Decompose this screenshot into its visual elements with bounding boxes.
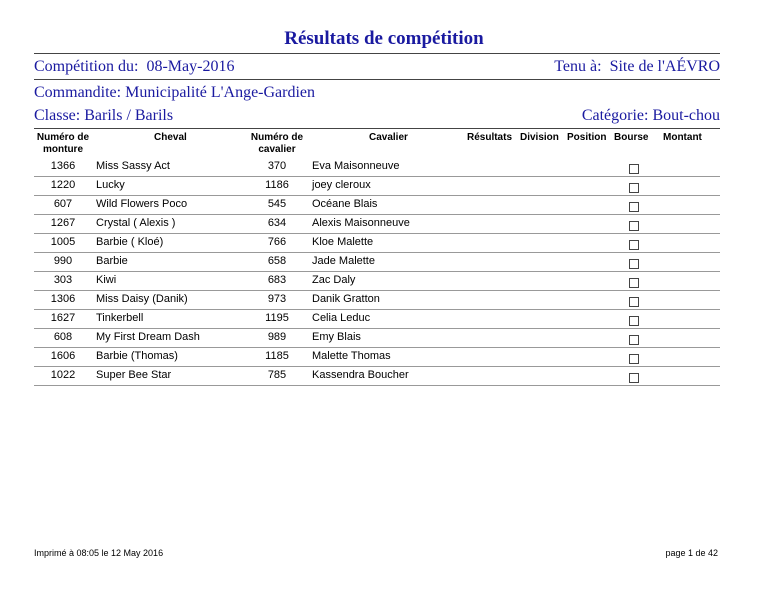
bourse-checkbox[interactable]: [629, 335, 639, 345]
cell-horse: Barbie ( Kloé): [96, 236, 164, 248]
cell-rider-number: 658: [267, 255, 287, 267]
cell-rider-number: 973: [267, 293, 287, 305]
cell-mount-number: 1306: [50, 293, 76, 305]
cell-horse: Crystal ( Alexis ): [96, 217, 176, 229]
bourse-checkbox[interactable]: [629, 297, 639, 307]
location-line: [554, 58, 720, 76]
cell-mount-number: 1267: [50, 217, 76, 229]
cell-rider-number: 683: [267, 274, 287, 286]
col-amount: Montant: [663, 132, 702, 143]
col-mount-number: Numéro de monture: [36, 132, 90, 155]
header-divider: [34, 53, 720, 54]
cell-horse: Lucky: [96, 179, 125, 191]
class-line: Classe: Barils / Barils: [34, 107, 174, 124]
bourse-checkbox[interactable]: [629, 221, 639, 231]
bourse-checkbox[interactable]: [629, 259, 639, 269]
cell-horse: Miss Sassy Act: [96, 160, 170, 172]
cell-horse: Barbie (Thomas): [96, 350, 178, 362]
cell-rider-number: 766: [267, 236, 287, 248]
cell-rider: Zac Daly: [312, 274, 356, 286]
print-timestamp: Imprimé à 08:05 le 12 May 2016: [34, 548, 164, 558]
class-divider: [34, 128, 720, 129]
table-row: [34, 309, 720, 329]
bourse-checkbox[interactable]: [629, 373, 639, 383]
cell-rider: Celia Leduc: [312, 312, 371, 324]
bourse-checkbox[interactable]: [629, 316, 639, 326]
col-position: Position: [567, 132, 607, 143]
cell-rider: Kassendra Boucher: [312, 369, 409, 381]
cell-rider-number: 634: [267, 217, 287, 229]
table-row: [34, 233, 720, 253]
cell-rider: Emy Blais: [312, 331, 361, 343]
cell-mount-number: 1627: [50, 312, 76, 324]
cell-rider: Malette Thomas: [312, 350, 391, 362]
sponsor-line: Commandite: Municipalité L'Ange-Gardien: [34, 84, 316, 101]
location-value: Site de l'AÉVRO: [609, 58, 720, 75]
table-row: [34, 271, 720, 291]
cell-rider: Danik Gratton: [312, 293, 380, 305]
table-row: [34, 214, 720, 234]
col-division: Division: [520, 132, 559, 143]
table-row: [34, 176, 720, 196]
cell-mount-number: 1220: [50, 179, 76, 191]
cell-rider: Jade Malette: [312, 255, 375, 267]
cell-horse: Miss Daisy (Danik): [96, 293, 188, 305]
col-horse: Cheval: [154, 132, 187, 143]
cell-rider-number: 1195: [265, 312, 289, 324]
col-bourse: Bourse: [614, 132, 649, 143]
table-row: [34, 157, 720, 177]
bourse-checkbox[interactable]: [629, 164, 639, 174]
col-rider-number: Numéro de cavalier: [250, 132, 304, 155]
competition-label: Compétition du:: [34, 58, 139, 75]
cell-mount-number: 1005: [50, 236, 76, 248]
cell-rider: Kloe Malette: [312, 236, 374, 248]
cell-mount-number: 1022: [50, 369, 76, 381]
cell-mount-number: 1606: [50, 350, 76, 362]
col-results: Résultats: [467, 132, 513, 143]
cell-rider-number: 370: [267, 160, 287, 172]
category-line: Catégorie: Bout-chou: [581, 107, 720, 124]
cell-mount-number: 1366: [50, 160, 76, 172]
cell-mount-number: 607: [53, 198, 73, 210]
cell-mount-number: 990: [53, 255, 73, 267]
page-title: Résultats de compétition: [284, 28, 484, 49]
location-label: Tenu à:: [554, 58, 602, 75]
cell-rider: Océane Blais: [312, 198, 378, 210]
cell-mount-number: 608: [53, 331, 73, 343]
cell-horse: My First Dream Dash: [96, 331, 200, 343]
table-row: [34, 290, 720, 310]
table-row: [34, 366, 720, 386]
col-rider: Cavalier: [369, 132, 408, 143]
cell-rider-number: 989: [267, 331, 287, 343]
info-divider: [34, 79, 720, 80]
cell-horse: Barbie: [96, 255, 128, 267]
bourse-checkbox[interactable]: [629, 278, 639, 288]
table-row: [34, 328, 720, 348]
cell-rider-number: 1186: [265, 179, 289, 191]
cell-horse: Tinkerbell: [96, 312, 144, 324]
competition-date-line: [34, 58, 234, 76]
bourse-checkbox[interactable]: [629, 354, 639, 364]
cell-horse: Super Bee Star: [96, 369, 172, 381]
table-row: [34, 252, 720, 272]
page-number: page 1 de 42: [665, 548, 718, 558]
cell-rider: Eva Maisonneuve: [312, 160, 400, 172]
cell-rider-number: 1185: [265, 350, 289, 362]
cell-horse: Kiwi: [96, 274, 117, 286]
bourse-checkbox[interactable]: [629, 183, 639, 193]
bourse-checkbox[interactable]: [629, 240, 639, 250]
cell-rider: joey cleroux: [312, 179, 371, 191]
cell-mount-number: 303: [53, 274, 73, 286]
table-row: [34, 195, 720, 215]
cell-rider-number: 785: [267, 369, 287, 381]
cell-horse: Wild Flowers Poco: [96, 198, 188, 210]
cell-rider-number: 545: [267, 198, 287, 210]
competition-date: 08-May-2016: [146, 58, 235, 75]
bourse-checkbox[interactable]: [629, 202, 639, 212]
cell-rider: Alexis Maisonneuve: [312, 217, 410, 229]
table-row: [34, 347, 720, 367]
